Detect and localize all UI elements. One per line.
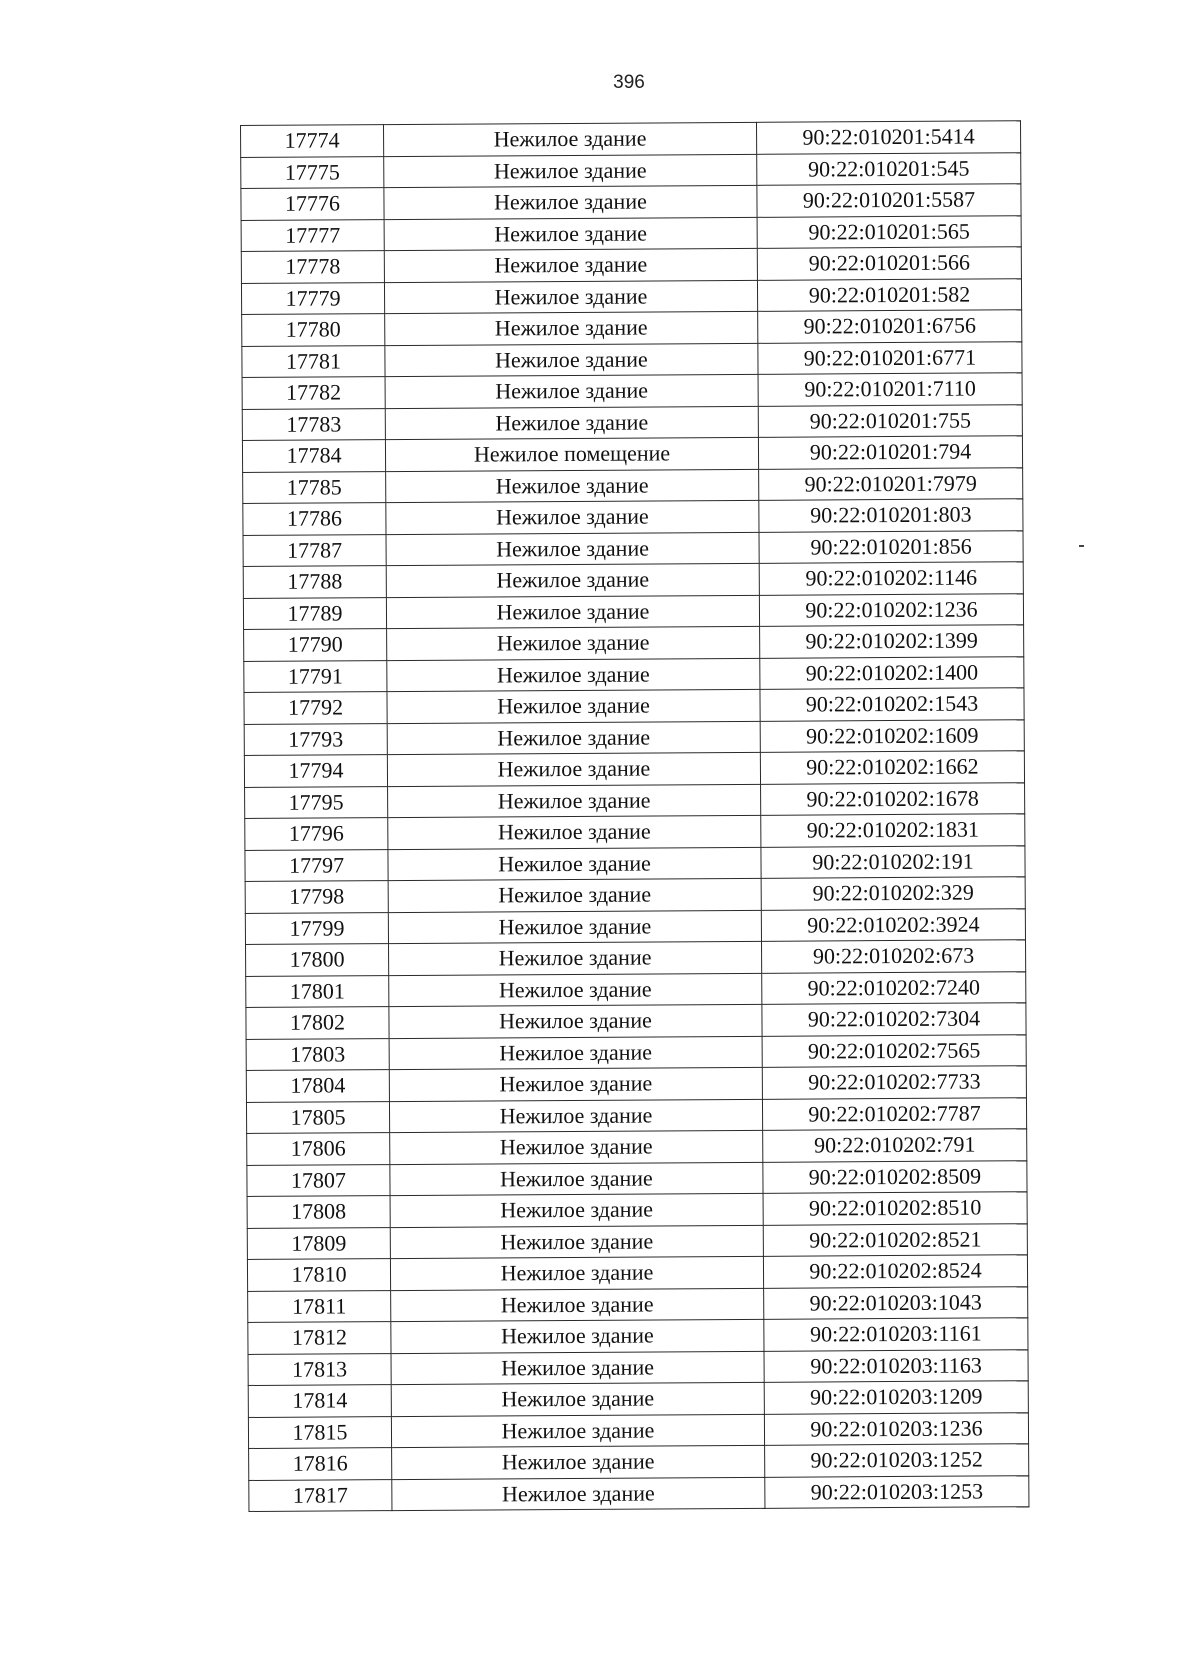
table-row <box>245 845 1025 881</box>
table-row <box>246 1003 1026 1039</box>
row-number-cell: 17815 <box>248 1416 391 1448</box>
object-type-cell: Нежилое здание <box>390 1162 763 1196</box>
row-number-cell: 17774 <box>241 125 384 157</box>
cadastral-number-cell: 90:22:010201:7110 <box>758 373 1022 406</box>
cadastral-number-cell: 90:22:010203:1043 <box>764 1286 1028 1319</box>
table-row <box>248 1318 1028 1354</box>
cadastral-number-cell: 90:22:010201:5587 <box>757 184 1021 217</box>
row-number-cell: 17787 <box>243 534 386 566</box>
table-row <box>242 436 1022 472</box>
table-row <box>241 184 1021 220</box>
table-row <box>241 215 1021 251</box>
object-type-cell: Нежилое здание <box>388 878 761 912</box>
row-number-cell: 17811 <box>248 1290 391 1322</box>
row-number-cell: 17807 <box>247 1164 390 1196</box>
cadastral-number-cell: 90:22:010203:1252 <box>765 1444 1029 1477</box>
object-type-cell: Нежилое здание <box>384 185 757 219</box>
row-number-cell: 17799 <box>245 912 388 944</box>
object-type-cell: Нежилое здание <box>388 910 761 944</box>
cadastral-number-cell: 90:22:010201:6771 <box>758 341 1022 374</box>
object-type-cell: Нежилое здание <box>391 1414 764 1448</box>
object-type-cell: Нежилое здание <box>386 469 759 503</box>
row-number-cell: 17797 <box>245 849 388 881</box>
cadastral-number-cell: 90:22:010202:7787 <box>762 1097 1026 1130</box>
object-type-cell: Нежилое здание <box>387 752 760 786</box>
cadastral-number-cell: 90:22:010203:1236 <box>764 1412 1028 1445</box>
cadastral-number-cell: 90:22:010202:1543 <box>760 688 1024 721</box>
table-row <box>245 814 1025 850</box>
row-number-cell: 17780 <box>242 314 385 346</box>
table-row <box>243 530 1023 566</box>
cadastral-number-cell: 90:22:010203:1161 <box>764 1318 1028 1351</box>
row-number-cell: 17790 <box>244 629 387 661</box>
row-number-cell: 17802 <box>246 1007 389 1039</box>
cadastral-number-cell: 90:22:010202:8509 <box>763 1160 1027 1193</box>
object-type-cell: Нежилое здание <box>392 1477 765 1511</box>
cadastral-number-cell: 90:22:010202:7240 <box>762 971 1026 1004</box>
row-number-cell: 17805 <box>246 1101 389 1133</box>
cadastral-number-cell: 90:22:010203:1163 <box>764 1349 1028 1382</box>
stray-mark <box>1079 545 1084 547</box>
cadastral-number-cell: 90:22:010202:8521 <box>763 1223 1027 1256</box>
cadastral-number-cell: 90:22:010202:1609 <box>760 719 1024 752</box>
object-type-cell: Нежилое здание <box>384 248 757 282</box>
table-row <box>241 121 1021 157</box>
table-row <box>245 877 1025 913</box>
object-type-cell: Нежилое здание <box>386 563 759 597</box>
object-type-cell: Нежилое здание <box>388 815 761 849</box>
row-number-cell: 17778 <box>241 251 384 283</box>
table-row <box>246 1034 1026 1070</box>
table-body <box>241 121 1029 1512</box>
row-number-cell: 17784 <box>242 440 385 472</box>
table-row <box>248 1412 1028 1448</box>
cadastral-number-cell: 90:22:010202:1678 <box>761 782 1025 815</box>
table-row <box>245 782 1025 818</box>
row-number-cell: 17800 <box>246 944 389 976</box>
object-type-cell: Нежилое здание <box>391 1319 764 1353</box>
row-number-cell: 17796 <box>245 818 388 850</box>
table-row <box>247 1129 1027 1165</box>
cadastral-number-cell: 90:22:010202:8510 <box>763 1192 1027 1225</box>
object-type-cell: Нежилое здание <box>390 1256 763 1290</box>
object-type-cell: Нежилое здание <box>386 532 759 566</box>
table-row <box>242 404 1022 440</box>
row-number-cell: 17812 <box>248 1322 391 1354</box>
row-number-cell: 17794 <box>244 755 387 787</box>
cadastral-number-cell: 90:22:010202:1236 <box>759 593 1023 626</box>
row-number-cell: 17816 <box>249 1448 392 1480</box>
table-row <box>249 1475 1029 1511</box>
table-row <box>242 310 1022 346</box>
cadastral-number-cell: 90:22:010201:7979 <box>759 467 1023 500</box>
table-row <box>247 1160 1027 1196</box>
table-row <box>244 656 1024 692</box>
cadastral-number-cell: 90:22:010202:673 <box>761 940 1025 973</box>
row-number-cell: 17806 <box>247 1133 390 1165</box>
table-row <box>243 467 1023 503</box>
cadastral-number-cell: 90:22:010202:1399 <box>760 625 1024 658</box>
table-row <box>241 278 1021 314</box>
object-type-cell: Нежилое здание <box>389 1067 762 1101</box>
table-row <box>247 1223 1027 1259</box>
object-type-cell: Нежилое здание <box>386 500 759 534</box>
cadastral-number-cell: 90:22:010201:794 <box>758 436 1022 469</box>
object-type-cell: Нежилое здание <box>386 595 759 629</box>
row-number-cell: 17782 <box>242 377 385 409</box>
table-row <box>248 1349 1028 1385</box>
object-type-cell: Нежилое здание <box>389 1004 762 1038</box>
row-number-cell: 17788 <box>243 566 386 598</box>
table-row <box>247 1255 1027 1291</box>
object-type-cell: Нежилое здание <box>389 1099 762 1133</box>
object-type-cell: Нежилое здание <box>384 280 757 314</box>
row-number-cell: 17785 <box>243 471 386 503</box>
cadastral-number-cell: 90:22:010203:1209 <box>764 1381 1028 1414</box>
cadastral-number-cell: 90:22:010202:791 <box>763 1129 1027 1162</box>
row-number-cell: 17795 <box>245 786 388 818</box>
row-number-cell: 17776 <box>241 188 384 220</box>
row-number-cell: 17775 <box>241 156 384 188</box>
row-number-cell: 17789 <box>243 597 386 629</box>
object-type-cell: Нежилое здание <box>385 343 758 377</box>
table-row <box>246 1066 1026 1102</box>
cadastral-number-cell: 90:22:010202:329 <box>761 877 1025 910</box>
row-number-cell: 17814 <box>248 1385 391 1417</box>
cadastral-number-cell: 90:22:010201:856 <box>759 530 1023 563</box>
cadastral-number-cell: 90:22:010201:5414 <box>756 121 1020 154</box>
row-number-cell: 17808 <box>247 1196 390 1228</box>
object-type-cell: Нежилое здание <box>387 626 760 660</box>
table-row <box>243 593 1023 629</box>
cadastral-number-cell: 90:22:010201:565 <box>757 215 1021 248</box>
table-row <box>245 908 1025 944</box>
object-type-cell: Нежилое здание <box>387 689 760 723</box>
object-type-cell: Нежилое здание <box>388 847 761 881</box>
object-type-cell: Нежилое здание <box>384 122 757 156</box>
table-row <box>248 1381 1028 1417</box>
table-row <box>244 625 1024 661</box>
table-row <box>246 1097 1026 1133</box>
cadastral-number-cell: 90:22:010202:1400 <box>760 656 1024 689</box>
cadastral-number-cell: 90:22:010202:1146 <box>759 562 1023 595</box>
object-type-cell: Нежилое здание <box>391 1288 764 1322</box>
object-type-cell: Нежилое здание <box>387 721 760 755</box>
row-number-cell: 17792 <box>244 692 387 724</box>
cadastral-number-cell: 90:22:010202:7304 <box>762 1003 1026 1036</box>
object-type-cell: Нежилое здание <box>390 1225 763 1259</box>
table-row <box>244 719 1024 755</box>
object-type-cell: Нежилое здание <box>388 784 761 818</box>
object-type-cell: Нежилое здание <box>384 154 757 188</box>
row-number-cell: 17804 <box>246 1070 389 1102</box>
row-number-cell: 17798 <box>245 881 388 913</box>
object-type-cell: Нежилое здание <box>387 658 760 692</box>
object-type-cell: Нежилое здание <box>389 941 762 975</box>
cadastral-number-cell: 90:22:010201:545 <box>757 152 1021 185</box>
table-row <box>242 373 1022 409</box>
cadastral-number-cell: 90:22:010202:191 <box>761 845 1025 878</box>
table-row <box>241 247 1021 283</box>
table-row <box>243 499 1023 535</box>
object-type-cell: Нежилое здание <box>391 1351 764 1385</box>
table-row <box>248 1286 1028 1322</box>
cadastral-number-cell: 90:22:010201:6756 <box>758 310 1022 343</box>
cadastral-number-cell: 90:22:010202:8524 <box>763 1255 1027 1288</box>
cadastral-number-cell: 90:22:010201:566 <box>757 247 1021 280</box>
table-row <box>246 971 1026 1007</box>
row-number-cell: 17783 <box>242 408 385 440</box>
cadastral-number-cell: 90:22:010202:7565 <box>762 1034 1026 1067</box>
cadastral-number-cell: 90:22:010202:3924 <box>761 908 1025 941</box>
table-row <box>244 688 1024 724</box>
row-number-cell: 17813 <box>248 1353 391 1385</box>
table-row <box>241 152 1021 188</box>
object-type-cell: Нежилое здание <box>385 406 758 440</box>
object-type-cell: Нежилое здание <box>392 1445 765 1479</box>
object-type-cell: Нежилое помещение <box>385 437 758 471</box>
row-number-cell: 17810 <box>247 1259 390 1291</box>
table-row <box>242 341 1022 377</box>
page-number: 396 <box>613 72 645 93</box>
table-row <box>244 751 1024 787</box>
cadastral-number-cell: 90:22:010201:803 <box>759 499 1023 532</box>
property-registry-table <box>240 120 1029 1512</box>
row-number-cell: 17786 <box>243 503 386 535</box>
row-number-cell: 17801 <box>246 975 389 1007</box>
object-type-cell: Нежилое здание <box>385 374 758 408</box>
object-type-cell: Нежилое здание <box>389 973 762 1007</box>
object-type-cell: Нежилое здание <box>391 1382 764 1416</box>
table-row <box>243 562 1023 598</box>
row-number-cell: 17781 <box>242 345 385 377</box>
row-number-cell: 17777 <box>241 219 384 251</box>
table-row <box>246 940 1026 976</box>
row-number-cell: 17793 <box>244 723 387 755</box>
object-type-cell: Нежилое здание <box>389 1036 762 1070</box>
table-row <box>249 1444 1029 1480</box>
cadastral-number-cell: 90:22:010201:755 <box>758 404 1022 437</box>
object-type-cell: Нежилое здание <box>390 1130 763 1164</box>
row-number-cell: 17809 <box>247 1227 390 1259</box>
cadastral-number-cell: 90:22:010202:1831 <box>761 814 1025 847</box>
cadastral-number-cell: 90:22:010202:1662 <box>760 751 1024 784</box>
cadastral-number-cell: 90:22:010201:582 <box>757 278 1021 311</box>
table-row <box>247 1192 1027 1228</box>
cadastral-number-cell: 90:22:010203:1253 <box>765 1475 1029 1508</box>
row-number-cell: 17791 <box>244 660 387 692</box>
row-number-cell: 17817 <box>249 1479 392 1511</box>
object-type-cell: Нежилое здание <box>385 311 758 345</box>
row-number-cell: 17779 <box>241 282 384 314</box>
cadastral-number-cell: 90:22:010202:7733 <box>762 1066 1026 1099</box>
object-type-cell: Нежилое здание <box>390 1193 763 1227</box>
object-type-cell: Нежилое здание <box>384 217 757 251</box>
row-number-cell: 17803 <box>246 1038 389 1070</box>
